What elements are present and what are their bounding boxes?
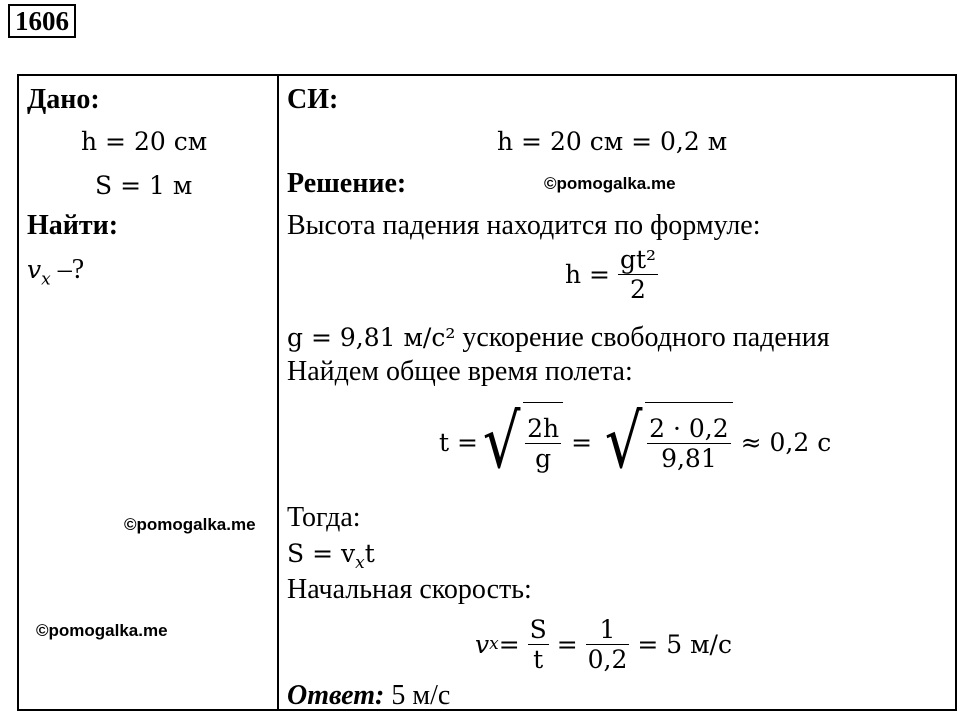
time-result: ≈ 0,2 с [740,427,832,457]
distance-formula [287,538,375,579]
watermark: ©pomogalka.me [544,174,676,193]
time-lhs: t = [439,427,478,457]
find-target [27,254,84,296]
sqrt-denominator: 9,81 [647,443,731,473]
time-formula [439,394,831,490]
height-fraction [618,245,658,304]
answer-line [287,680,450,712]
sqrt-symbolic [478,399,563,485]
height-formula [565,246,658,302]
distance-sub: x [355,553,365,573]
sqrt-denominator: g [525,443,561,473]
gravity-text: ускорение свободного падения [455,322,830,353]
time-equals: = [571,427,593,457]
formula-lhs: h = [565,259,610,289]
solution-table [17,74,957,711]
sqrt-sign-icon: √ [604,399,643,485]
gravity-line [287,322,830,354]
sqrt-numerator: 2h [527,414,560,443]
fraction-denominator: t [528,644,549,674]
find-suffix: –? [50,254,85,285]
speed-sub: x [489,634,499,654]
sqrt-sign-icon: √ [482,399,521,485]
si-header: СИ: [287,84,339,115]
fraction-denominator: 2 [618,274,658,304]
problem-number: 1606 [8,4,76,38]
fraction-denominator: 0,2 [587,644,628,674]
solution-header: Решение: [287,168,407,199]
speed-result: = 5 м/с [637,629,732,659]
fraction-numerator: gt² [619,244,657,274]
watermark: ©pomogalka.me [36,621,168,640]
sqrt-numerator: 2 · 0,2 [649,414,729,443]
given-h: h = 20 см [81,127,208,156]
sqrt-numeric [600,399,733,485]
speed-fraction-symbolic [528,615,549,674]
answer-label: Ответ: [287,680,385,711]
find-sub: x [41,269,51,290]
given-header: Дано: [27,84,100,115]
distance-rhs: t [364,539,375,568]
speed-fraction-numeric [586,615,630,674]
fraction-numerator: 1 [599,614,616,644]
speed-eq2: = [556,629,578,659]
answer-value: 5 м/с [384,680,451,711]
formula-intro: Высота падения находится по формуле: [287,210,761,241]
speed-formula [475,610,732,678]
time-intro: Найдем общее время полета: [287,356,633,387]
find-var: v [27,255,42,284]
gravity-formula: g = 9,81 м/с² [287,323,456,352]
initial-speed-label: Начальная скорость: [287,574,532,605]
given-s: S = 1 м [95,171,193,200]
distance-lhs: S = v [287,539,356,568]
si-conversion: h = 20 см = 0,2 м [497,127,728,156]
then-label: Тогда: [287,502,361,533]
speed-var: v [475,629,490,659]
find-header: Найти: [27,210,119,241]
watermark: ©pomogalka.me [124,515,256,534]
speed-eq: = [498,629,520,659]
column-divider [277,76,279,709]
fraction-numerator: S [529,614,547,644]
